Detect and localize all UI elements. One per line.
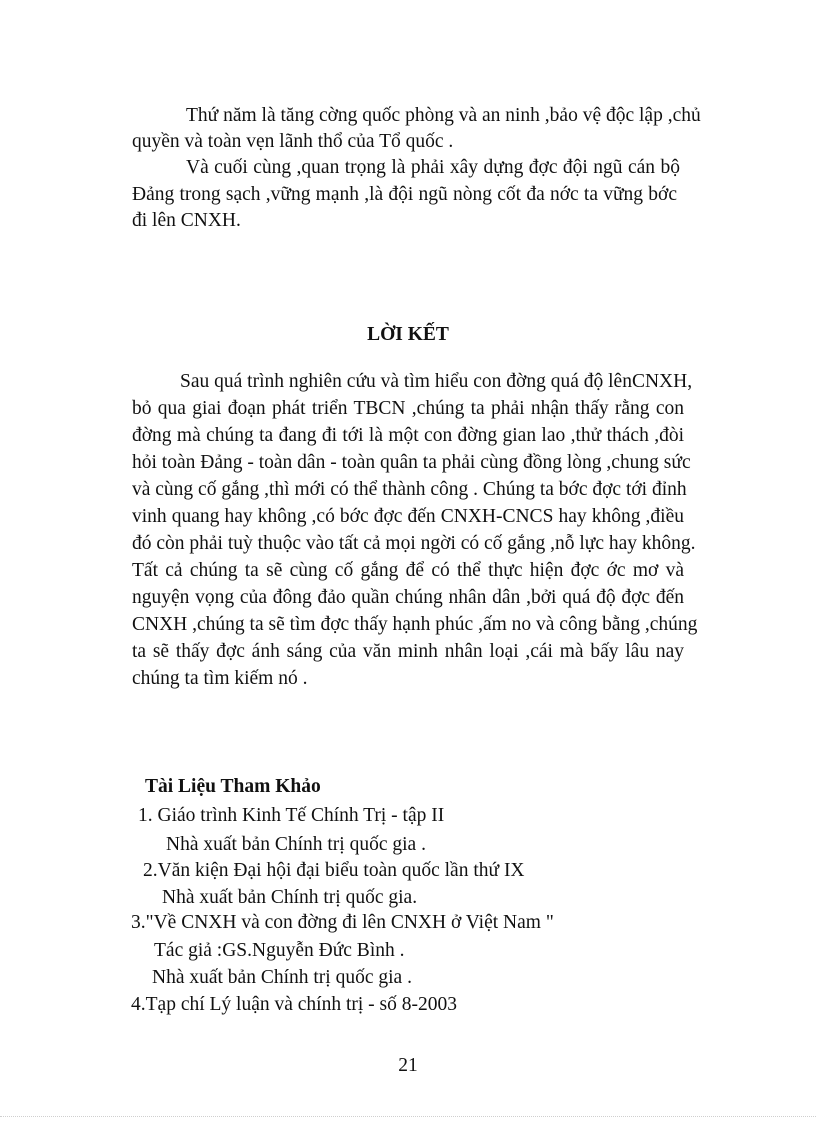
references-title: Tài Liệu Tham Khảo (145, 776, 321, 797)
reference-publisher: Nhà xuất bản Chính trị quốc gia . (152, 967, 412, 988)
paragraph-line: nguyện vọng của đông đảo quần chúng nhân dân ,bởi quá độ đợc đến (132, 587, 684, 608)
paragraph-line: và cùng cố gắng ,thì mới có thể thành công . Chúng ta bớc đợc tới đỉnh (132, 479, 687, 500)
paragraph-line: đờng mà chúng ta đang đi tới là một con đờng gian lao ,thử thách ,đòi (132, 425, 684, 446)
paragraph-line: CNXH ,chúng ta sẽ tìm đợc thấy hạnh phúc ,ấm no và công bằng ,chúng (132, 614, 698, 635)
paragraph-line: Đảng trong sạch ,vững mạnh ,là đội ngũ nòng cốt đa nớc ta vững bớc (132, 184, 677, 205)
reference-publisher: Nhà xuất bản Chính trị quốc gia. (162, 887, 418, 908)
paragraph-line: bỏ qua giai đoạn phát triển TBCN ,chúng ta phải nhận thấy rằng con (132, 398, 684, 419)
page-edge-divider (0, 1116, 816, 1117)
paragraph-line: hỏi toàn Đảng - toàn dân - toàn quân ta phải cùng đồng lòng ,chung sức (132, 452, 691, 473)
paragraph-line: vinh quang hay không ,có bớc đợc đến CNXH-CNCS hay không ,điều (132, 506, 684, 527)
paragraph-line: Và cuối cùng ,quan trọng là phải xây dựng đợc đội ngũ cán bộ (186, 157, 680, 178)
reference-author: Tác giả :GS.Nguyễn Đức Bình . (154, 940, 405, 961)
paragraph-line: Sau quá trình nghiên cứu và tìm hiểu con đờng quá độ lênCNXH, (180, 371, 693, 392)
section-heading: LỜI KẾT (367, 324, 449, 345)
reference-item: 4.Tạp chí Lý luận và chính trị - số 8-2003 (131, 994, 458, 1015)
reference-item: 3."Về CNXH và con đờng đi lên CNXH ở Việt Nam " (131, 912, 554, 933)
paragraph-line: Tất cả chúng ta sẽ cùng cố gắng để có thể thực hiện đợc ớc mơ và (132, 560, 684, 581)
reference-item: 2.Văn kiện Đại hội đại biểu toàn quốc lần thứ IX (143, 860, 525, 881)
paragraph-line: chúng ta tìm kiếm nó . (132, 668, 308, 689)
reference-publisher: Nhà xuất bản Chính trị quốc gia . (166, 834, 426, 855)
paragraph-line: đi lên CNXH. (132, 210, 241, 231)
paragraph-line: ta sẽ thấy đợc ánh sáng của văn minh nhân loại ,cái mà bấy lâu nay (132, 641, 684, 662)
page-number: 21 (398, 1055, 418, 1076)
reference-item: 1. Giáo trình Kinh Tế Chính Trị - tập II (138, 805, 445, 826)
paragraph-line: quyền và toàn vẹn lãnh thổ của Tổ quốc . (132, 131, 454, 152)
paragraph-line: đó còn phải tuỳ thuộc vào tất cả mọi ngời có cố gắng ,nỗ lực hay không. (132, 533, 696, 554)
paragraph-line: Thứ năm là tăng cờng quốc phòng và an ninh ,bảo vệ độc lập ,chủ (186, 105, 701, 126)
